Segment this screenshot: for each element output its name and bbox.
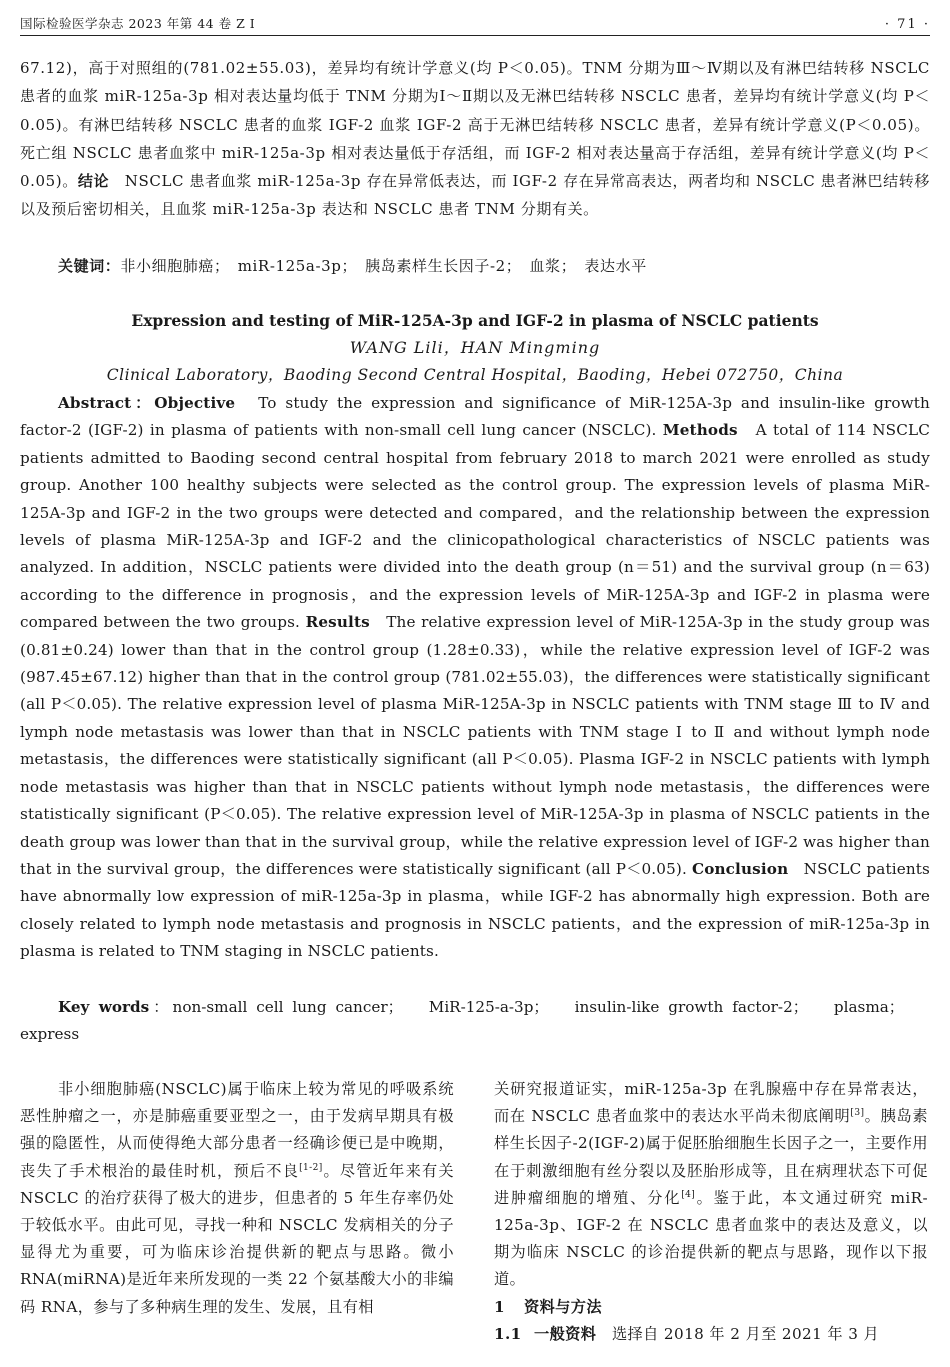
chinese-keywords bbox=[58, 252, 930, 280]
chinese-conclusion-label: 结论 bbox=[77, 172, 110, 191]
citation: [1-2] bbox=[299, 1162, 323, 1173]
chinese-keywords-text: 非小细胞肺癌； miR-125a-3p； 胰岛素样生长因子-2； 血浆； 表达水平 bbox=[120, 257, 647, 275]
section-number: 1 bbox=[494, 1297, 505, 1316]
english-affiliation: Clinical Laboratory，Baoding Second Central Hospital，Baoding，Hebei 072750，China bbox=[106, 366, 844, 384]
body-left-column bbox=[20, 1076, 454, 1321]
chinese-abstract-continuation bbox=[20, 54, 930, 224]
keyword: insulin-like growth factor-2； bbox=[574, 998, 808, 1016]
section-heading bbox=[494, 1294, 928, 1321]
citation: [3] bbox=[850, 1108, 865, 1119]
english-title: Expression and testing of MiR-125A-3p and IGF-2 in plasma of NSCLC patients bbox=[131, 311, 819, 330]
chinese-conclusion-text: NSCLC 患者血浆 miR-125a-3p 存在异常低表达，而 IGF-2 存在异常高表达，两者均和 NSCLC 患者淋巴结转移以及预后密切相关，且血浆 miR-125a-3p 表达和 NSCLC 患者 TNM 分期有关。 bbox=[20, 172, 930, 219]
body-paragraph-text: 。胰岛素样生长因子-2(IGF-2)属于促胚胎细胞生长因子之一，主要作用在于刺激细胞有丝分裂以及胚胎形成等，且在病理状态下可促进肿瘤细胞的增殖、分化 bbox=[494, 1107, 928, 1207]
page-header bbox=[20, 10, 930, 36]
keyword: plasma； bbox=[833, 998, 904, 1016]
section-title: 资料与方法 bbox=[524, 1297, 602, 1316]
page-number: · 71 · bbox=[884, 17, 930, 32]
body-paragraph-text: 。鉴于此，本文通过研究 miR-125a-3p、IGF-2 在 NSCLC 患者血浆中的表达及意义，以期为临床 NSCLC 的诊治提供新的靶点与思路，现作以下报道。 bbox=[494, 1188, 928, 1289]
abstract-label: Abstract： bbox=[58, 394, 155, 412]
body-paragraph-text: 。尽管近年来有关 NSCLC 的治疗获得了极大的进步，但患者的 5 年生存率仍处于较低水平。由此可见，寻找一种和 NSCLC 发病相关的分子显得尤为重要，可为临床诊治提供新的靶点与思路。微小 RNA(miRNA)是近年来所发现的一类 22 个氨基酸大小的非编码 RNA，参与了多种病生理的发生、发展，且有相 bbox=[20, 1161, 454, 1316]
keyword: MiR-125-a-3p； bbox=[428, 998, 549, 1016]
body-paragraph-text: 非小细胞肺癌(NSCLC)属于临床上较为常见的呼吸系统恶性肿瘤之一，亦是肺癌重要亚型之一，由于发病早期具有极强的隐匿性，从而使得绝大部分患者一经确诊便已是中晚期，丧失了手术根治的最佳时机，预后不良 bbox=[20, 1080, 454, 1180]
conclusion-text: NSCLC patients have abnormally low expression of miR-125a-3p in plasma，while IGF-2 has abnormally high expression. Both are closely related to lymph node metastasis and prognosis in NSCLC patients，and the expression of miR-125a-3p in plasma is related to TNM staging in NSCLC patients. bbox=[20, 859, 930, 961]
keyword: non-small cell lung cancer； bbox=[172, 998, 403, 1016]
subsection-title: 一般资料 bbox=[534, 1324, 597, 1343]
english-keywords-label: Key words bbox=[58, 998, 150, 1016]
subsection-number: 1.1 bbox=[494, 1324, 522, 1343]
body-paragraph-text: 关研究报道证实，miR-125a-3p 在乳腺癌中存在异常表达，而在 NSCLC 患者血浆中的表达水平尚未彻底阐明 bbox=[494, 1080, 928, 1126]
results-text: The relative expression level of MiR-125A-3p in the study group was (0.81±0.24) lower than that in the control group (1.28±0.33)，while the relative expression level of IGF-2 was (987.45±67.12) higher than that in the control group (781.02±55.03)，the differences were statistically significant (all P＜0.05). The relative expression level of plasma MiR-125A-3p in NSCLC patients with TNM stage Ⅲ to Ⅳ and lymph node metastasis was lower than that in NSCLC patients with TNM stage Ⅰ to Ⅱ and without lymph node metastasis，the differences were statistically significant (all P＜0.05). Plasma IGF-2 in NSCLC patients with lymph node metastasis was higher than that in NSCLC patients without lymph node metastasis，the differences were statistically significant (P＜0.05). The relative expression level of MiR-125A-3p in plasma of NSCLC patients in the death group was lower than that in the survival group，while the relative expression level of IGF-2 was higher than that in the survival group，the differences were statistically significant (all P＜0.05). bbox=[20, 613, 930, 878]
methods-label: Methods bbox=[662, 421, 738, 440]
subsection-paragraph bbox=[494, 1321, 928, 1348]
english-keywords-colon: ： bbox=[149, 998, 173, 1016]
journal-name: 国际检验医学杂志 2023 年第 44 卷 Z I bbox=[20, 16, 256, 31]
english-authors: WANG Lili，HAN Mingming bbox=[349, 338, 601, 357]
chinese-keywords-label: 关键词： bbox=[58, 257, 121, 275]
subsection-text: 选择自 2018 年 2 月至 2021 年 3 月 bbox=[596, 1324, 880, 1343]
objective-text: To study the expression and significance of MiR-125A-3p and insulin-like growth factor-2 (IGF-2) in plasma of patients with non-small cell lung cancer (NSCLC). bbox=[20, 394, 930, 440]
methods-text: A total of 114 NSCLC patients admitted to Baoding second central hospital from february 2018 to march 2021 were enrolled as study group. Another 100 healthy subjects were selected as the control group. The expression levels of plasma MiR-125A-3p and IGF-2 in the two groups were detected and compared，and the relationship between the expression levels of plasma MiR-125A-3p and IGF-2 and the clinicopathological characteristics of NSCLC patients was analyzed. In addition，NSCLC patients were divided into the death group (n＝51) and the survival group (n＝63) according to the difference in prognosis，and the expression levels of MiR-125A-3p and IGF-2 in plasma were compared between the two groups. bbox=[20, 421, 930, 632]
chinese-results-text: 67.12)，高于对照组的(781.02±55.03)，差异均有统计学意义(均 P＜0.05)。TNM 分期为Ⅲ～Ⅳ期以及有淋巴结转移 NSCLC 患者的血浆 miR-125a-3p 相对表达量均低于 TNM 分期为Ⅰ～Ⅱ期以及无淋巴结转移 NSCLC 患者，差异均有统计学意义(均 P＜0.05)。有淋巴结转移 NSCLC 患者的血浆 IGF-2 血浆 IGF-2 高于无淋巴结转移 NSCLC 患者，差异有统计学意义(P＜0.05)。死亡组 NSCLC 患者血浆中 miR-125a-3p 相对表达量低于存活组，而 IGF-2 相对表达量高于存活组，差异有统计学意义(均 P＜0.05)。 bbox=[20, 59, 930, 191]
body-paragraph bbox=[494, 1076, 928, 1294]
english-abstract bbox=[20, 390, 930, 966]
results-label: Results bbox=[305, 613, 370, 632]
conclusion-label: Conclusion bbox=[691, 859, 789, 878]
objective-label: Objective bbox=[154, 394, 236, 412]
citation: [4] bbox=[681, 1189, 696, 1200]
keyword: express bbox=[20, 1025, 80, 1043]
body-right-column bbox=[494, 1076, 928, 1348]
english-keywords bbox=[20, 994, 930, 1048]
